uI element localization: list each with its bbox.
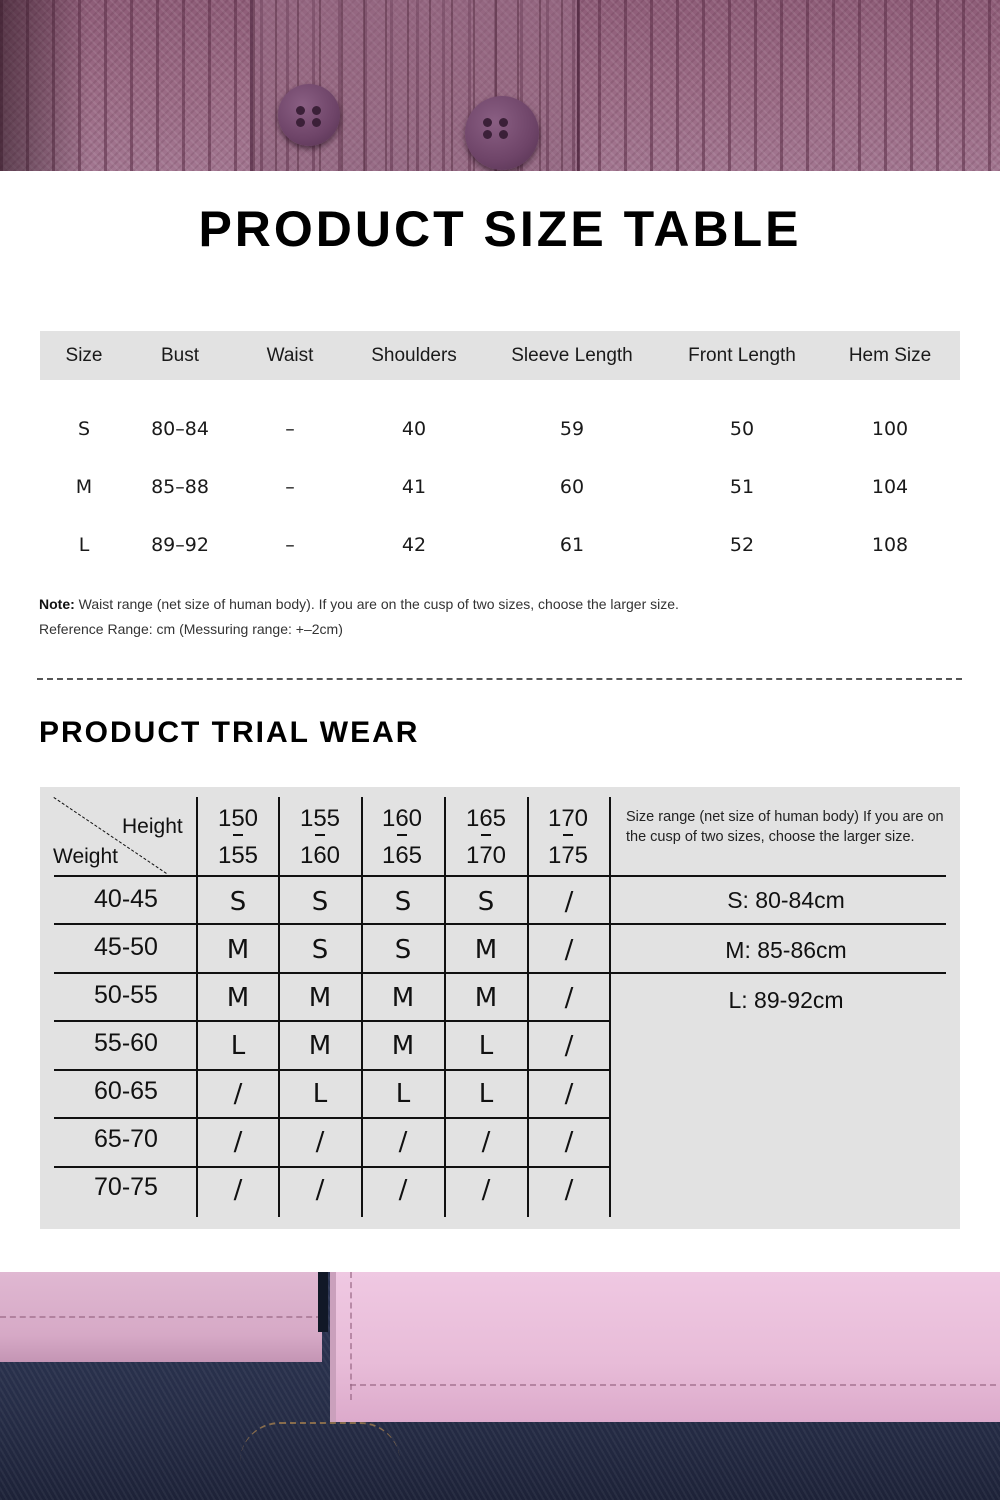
- recommended-size-cell: /: [315, 1127, 325, 1157]
- recommended-size-cell: S: [311, 935, 329, 965]
- recommended-size-cell: /: [481, 1175, 491, 1205]
- front-length-cell: 52: [729, 534, 755, 556]
- hem-size-cell: 100: [871, 418, 909, 440]
- height-to: 165: [382, 837, 422, 874]
- recommended-size-cell: /: [564, 1175, 574, 1205]
- height-range-header: [446, 800, 526, 874]
- bust-cell: 80–84: [151, 418, 209, 440]
- size-cell: M: [75, 476, 93, 498]
- column-header-shoulders: Shoulders: [371, 345, 457, 366]
- shoulders-cell: 42: [401, 534, 427, 556]
- grid-line: [54, 1166, 610, 1168]
- height-to: 155: [218, 837, 258, 874]
- column-header-size: Size: [65, 345, 103, 366]
- hem-stitch: [350, 1384, 1000, 1386]
- sleeve-length-cell: 61: [559, 534, 585, 556]
- recommended-size-cell: L: [230, 1031, 246, 1061]
- height-to: 175: [548, 837, 588, 874]
- grid-line: [54, 875, 946, 877]
- column-header-waist: Waist: [266, 345, 314, 366]
- weight-range-cell: 55-60: [94, 1029, 158, 1057]
- trial-wear-note: Size range (net size of human body) If you are on the cusp of two sizes, choose the larger size.: [626, 809, 944, 845]
- waist-cell: –: [285, 534, 295, 556]
- grid-line: [54, 923, 946, 925]
- recommended-size-cell: /: [564, 983, 574, 1013]
- note-label: Note:: [39, 596, 75, 612]
- hem-size-cell: 104: [871, 476, 909, 498]
- size-cell: S: [77, 418, 91, 440]
- recommended-size-cell: M: [474, 983, 498, 1013]
- recommended-size-cell: /: [564, 1031, 574, 1061]
- section-divider: [37, 678, 962, 680]
- height-from: 165: [465, 805, 507, 832]
- page-title: PRODUCT SIZE TABLE: [198, 201, 802, 257]
- shoulders-cell: 41: [401, 476, 427, 498]
- hem-stitch: [0, 1316, 322, 1318]
- table-row: [40, 418, 960, 448]
- waist-cell: –: [285, 418, 295, 440]
- recommended-size-cell: L: [478, 1031, 494, 1061]
- hem-stitch: [350, 1272, 352, 1400]
- height-from: 170: [547, 805, 589, 832]
- weight-range-cell: 65-70: [94, 1125, 158, 1153]
- recommended-size-cell: /: [233, 1079, 243, 1109]
- grid-line: [54, 972, 946, 974]
- column-header-bust: Bust: [160, 345, 200, 366]
- recommended-size-cell: L: [395, 1079, 411, 1109]
- height-range-header: [280, 800, 360, 874]
- recommended-size-cell: M: [226, 935, 250, 965]
- height-range-header: [528, 800, 608, 874]
- size-table-header: [40, 331, 960, 380]
- table-row: [40, 476, 960, 506]
- recommended-size-cell: S: [229, 887, 247, 917]
- column-header-hem-size: Hem Size: [848, 345, 932, 366]
- weight-axis-label: Weight: [53, 845, 118, 868]
- recommended-size-cell: M: [226, 983, 250, 1013]
- height-axis-label: Height: [122, 815, 183, 838]
- shirt-button: [278, 84, 340, 146]
- recommended-size-cell: L: [312, 1079, 328, 1109]
- sleeve-length-cell: 60: [559, 476, 585, 498]
- recommended-size-cell: /: [564, 1079, 574, 1109]
- size-note: [39, 596, 679, 612]
- recommended-size-cell: M: [308, 983, 332, 1013]
- recommended-size-cell: M: [308, 1031, 332, 1061]
- recommended-size-cell: /: [398, 1127, 408, 1157]
- column-header-front-length: Front Length: [688, 345, 796, 366]
- reference-range: Reference Range: cm (Messuring range: +–2cm): [39, 621, 343, 637]
- weight-range-cell: 40-45: [94, 885, 158, 913]
- height-from: 150: [217, 805, 259, 832]
- side-slit: [318, 1272, 328, 1332]
- recommended-size-cell: S: [477, 887, 495, 917]
- height-range-header: [362, 800, 442, 874]
- recommended-size-cell: L: [478, 1079, 494, 1109]
- grid-line: [54, 1069, 610, 1071]
- recommended-size-cell: S: [311, 887, 329, 917]
- weight-range-cell: 60-65: [94, 1077, 158, 1105]
- recommended-size-cell: /: [233, 1175, 243, 1205]
- grid-line: [54, 1020, 610, 1022]
- note-text: Waist range (net size of human body). If you are on the cusp of two sizes, choose the larger size.: [74, 596, 679, 612]
- top-product-photo: [0, 0, 1000, 171]
- shirt-hem-right: [330, 1272, 1000, 1422]
- bust-cell: 89–92: [151, 534, 209, 556]
- shirt-hem-left: [0, 1272, 322, 1362]
- size-range-s: S: 80-84cm: [727, 887, 845, 913]
- waist-cell: –: [285, 476, 295, 498]
- front-length-cell: 50: [729, 418, 755, 440]
- height-to: 160: [300, 837, 340, 874]
- bust-cell: 85–88: [151, 476, 209, 498]
- weight-range-cell: 70-75: [94, 1173, 158, 1201]
- recommended-size-cell: M: [391, 983, 415, 1013]
- column-header-sleeve-length: Sleeve Length: [511, 345, 633, 366]
- weight-range-cell: 50-55: [94, 981, 158, 1009]
- hem-size-cell: 108: [871, 534, 909, 556]
- recommended-size-cell: /: [564, 935, 574, 965]
- grid-line: [54, 1117, 610, 1119]
- size-range-m: M: 85-86cm: [725, 937, 847, 963]
- table-row: [40, 534, 960, 564]
- recommended-size-cell: /: [481, 1127, 491, 1157]
- sleeve-length-cell: 59: [559, 418, 585, 440]
- jeans-pocket-stitch: [240, 1422, 400, 1500]
- recommended-size-cell: /: [233, 1127, 243, 1157]
- recommended-size-cell: M: [391, 1031, 415, 1061]
- size-range-l: L: 89-92cm: [728, 987, 844, 1013]
- photo-shadow: [0, 0, 90, 171]
- height-to: 170: [466, 837, 506, 874]
- recommended-size-cell: S: [394, 935, 412, 965]
- height-range-header: [198, 800, 278, 874]
- height-from: 160: [381, 805, 423, 832]
- recommended-size-cell: /: [564, 1127, 574, 1157]
- recommended-size-cell: /: [315, 1175, 325, 1205]
- shoulders-cell: 40: [401, 418, 427, 440]
- size-cell: L: [78, 534, 90, 556]
- recommended-size-cell: /: [398, 1175, 408, 1205]
- front-length-cell: 51: [729, 476, 755, 498]
- height-from: 155: [299, 805, 341, 832]
- bottom-product-photo: [0, 1272, 1000, 1500]
- weight-range-cell: 45-50: [94, 933, 158, 961]
- trial-wear-title: PRODUCT TRIAL WEAR: [39, 716, 420, 749]
- shirt-button: [465, 96, 539, 170]
- recommended-size-cell: M: [474, 935, 498, 965]
- recommended-size-cell: S: [394, 887, 412, 917]
- recommended-size-cell: /: [564, 887, 574, 917]
